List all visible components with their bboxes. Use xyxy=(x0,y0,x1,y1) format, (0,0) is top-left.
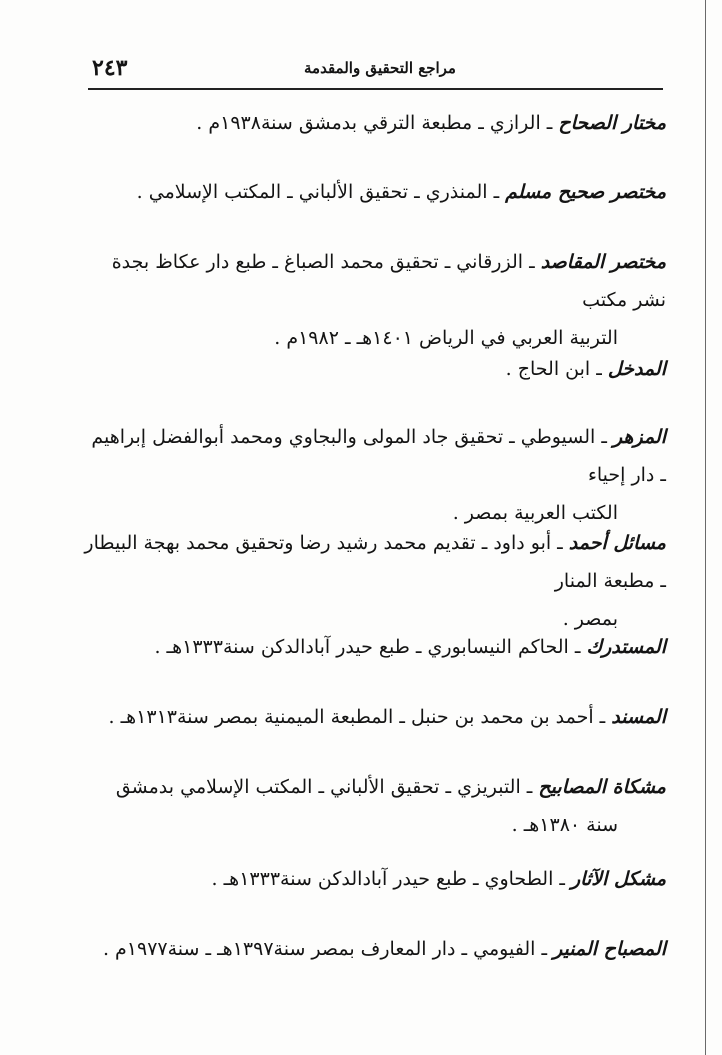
reference-entry xyxy=(80,350,666,388)
entry-details: ـ أبو داود ـ تقديم محمد رشيد رضا وتحقيق محمد بهجة البيطار ـ مطبعة المنار xyxy=(84,532,666,592)
entry-title: مشكاة المصابيح xyxy=(538,776,666,798)
entry-details: ـ التبريزي ـ تحقيق الألباني ـ المكتب الإسلامي بدمشق xyxy=(115,776,539,798)
entry-details: ـ أحمد بن محمد بن حنبل ـ المطبعة الميمنية بمصر سنة١٣١٣هـ . xyxy=(108,706,612,728)
header-rule xyxy=(88,88,663,90)
reference-entry xyxy=(80,524,666,638)
page-edge-line xyxy=(705,0,706,1055)
reference-entry xyxy=(80,104,666,142)
reference-entry xyxy=(80,628,666,666)
reference-entry xyxy=(80,768,666,844)
entry-continuation: بمصر . xyxy=(562,608,618,630)
entry-details: ـ الفيومي ـ دار المعارف بمصر سنة١٣٩٧هـ ـ سنة١٩٧٧م . xyxy=(102,938,554,960)
entry-continuation: التربية العربي في الرياض ١٤٠١هـ ـ ١٩٨٢م . xyxy=(274,327,618,349)
reference-entry xyxy=(80,860,666,898)
entry-title: المدخل xyxy=(607,358,666,380)
reference-entry xyxy=(80,173,666,211)
reference-entry xyxy=(80,698,666,736)
entry-title: مشكل الآثار xyxy=(571,868,666,890)
entry-title: المسند xyxy=(611,706,666,728)
entry-title: مختصر صحيح مسلم xyxy=(505,181,666,203)
entry-title: المزهر xyxy=(612,426,666,448)
page-number: ٢٤٣ xyxy=(92,55,128,81)
entry-title: مختصر المقاصد xyxy=(540,251,666,273)
entry-continuation: سنة ١٣٨٠هـ . xyxy=(511,814,618,836)
entry-title: مسائل أحمد xyxy=(568,532,666,554)
reference-entry xyxy=(80,418,666,532)
entry-details: ـ الرازي ـ مطبعة الترقي بدمشق سنة١٩٣٨م . xyxy=(196,112,559,134)
running-title: مراجع التحقيق والمقدمة xyxy=(304,59,456,77)
entry-continuation: الكتب العربية بمصر . xyxy=(452,502,618,524)
reference-entry xyxy=(80,930,666,968)
entry-title: المصباح المنير xyxy=(553,938,666,960)
entry-details: ـ السيوطي ـ تحقيق جاد المولى والبجاوي ومحمد أبوالفضل إبراهيم ـ دار إحياء xyxy=(91,426,666,486)
entry-details: ـ ابن الحاج . xyxy=(505,358,608,380)
reference-entry xyxy=(80,243,666,357)
entry-details: ـ الزرقاني ـ تحقيق محمد الصباغ ـ طبع دار عكاظ بجدة نشر مكتب xyxy=(111,251,666,311)
entry-title: مختار الصحاح xyxy=(558,112,666,134)
entry-title: المستدرك xyxy=(586,636,666,658)
entry-details: ـ المنذري ـ تحقيق الألباني ـ المكتب الإسلامي . xyxy=(136,181,506,203)
entry-details: ـ الطحاوي ـ طبع حيدر آبادالدكن سنة١٣٣٣هـ . xyxy=(211,868,571,890)
entry-details: ـ الحاكم النيسابوري ـ طبع حيدر آبادالدكن سنة١٣٣٣هـ . xyxy=(154,636,587,658)
